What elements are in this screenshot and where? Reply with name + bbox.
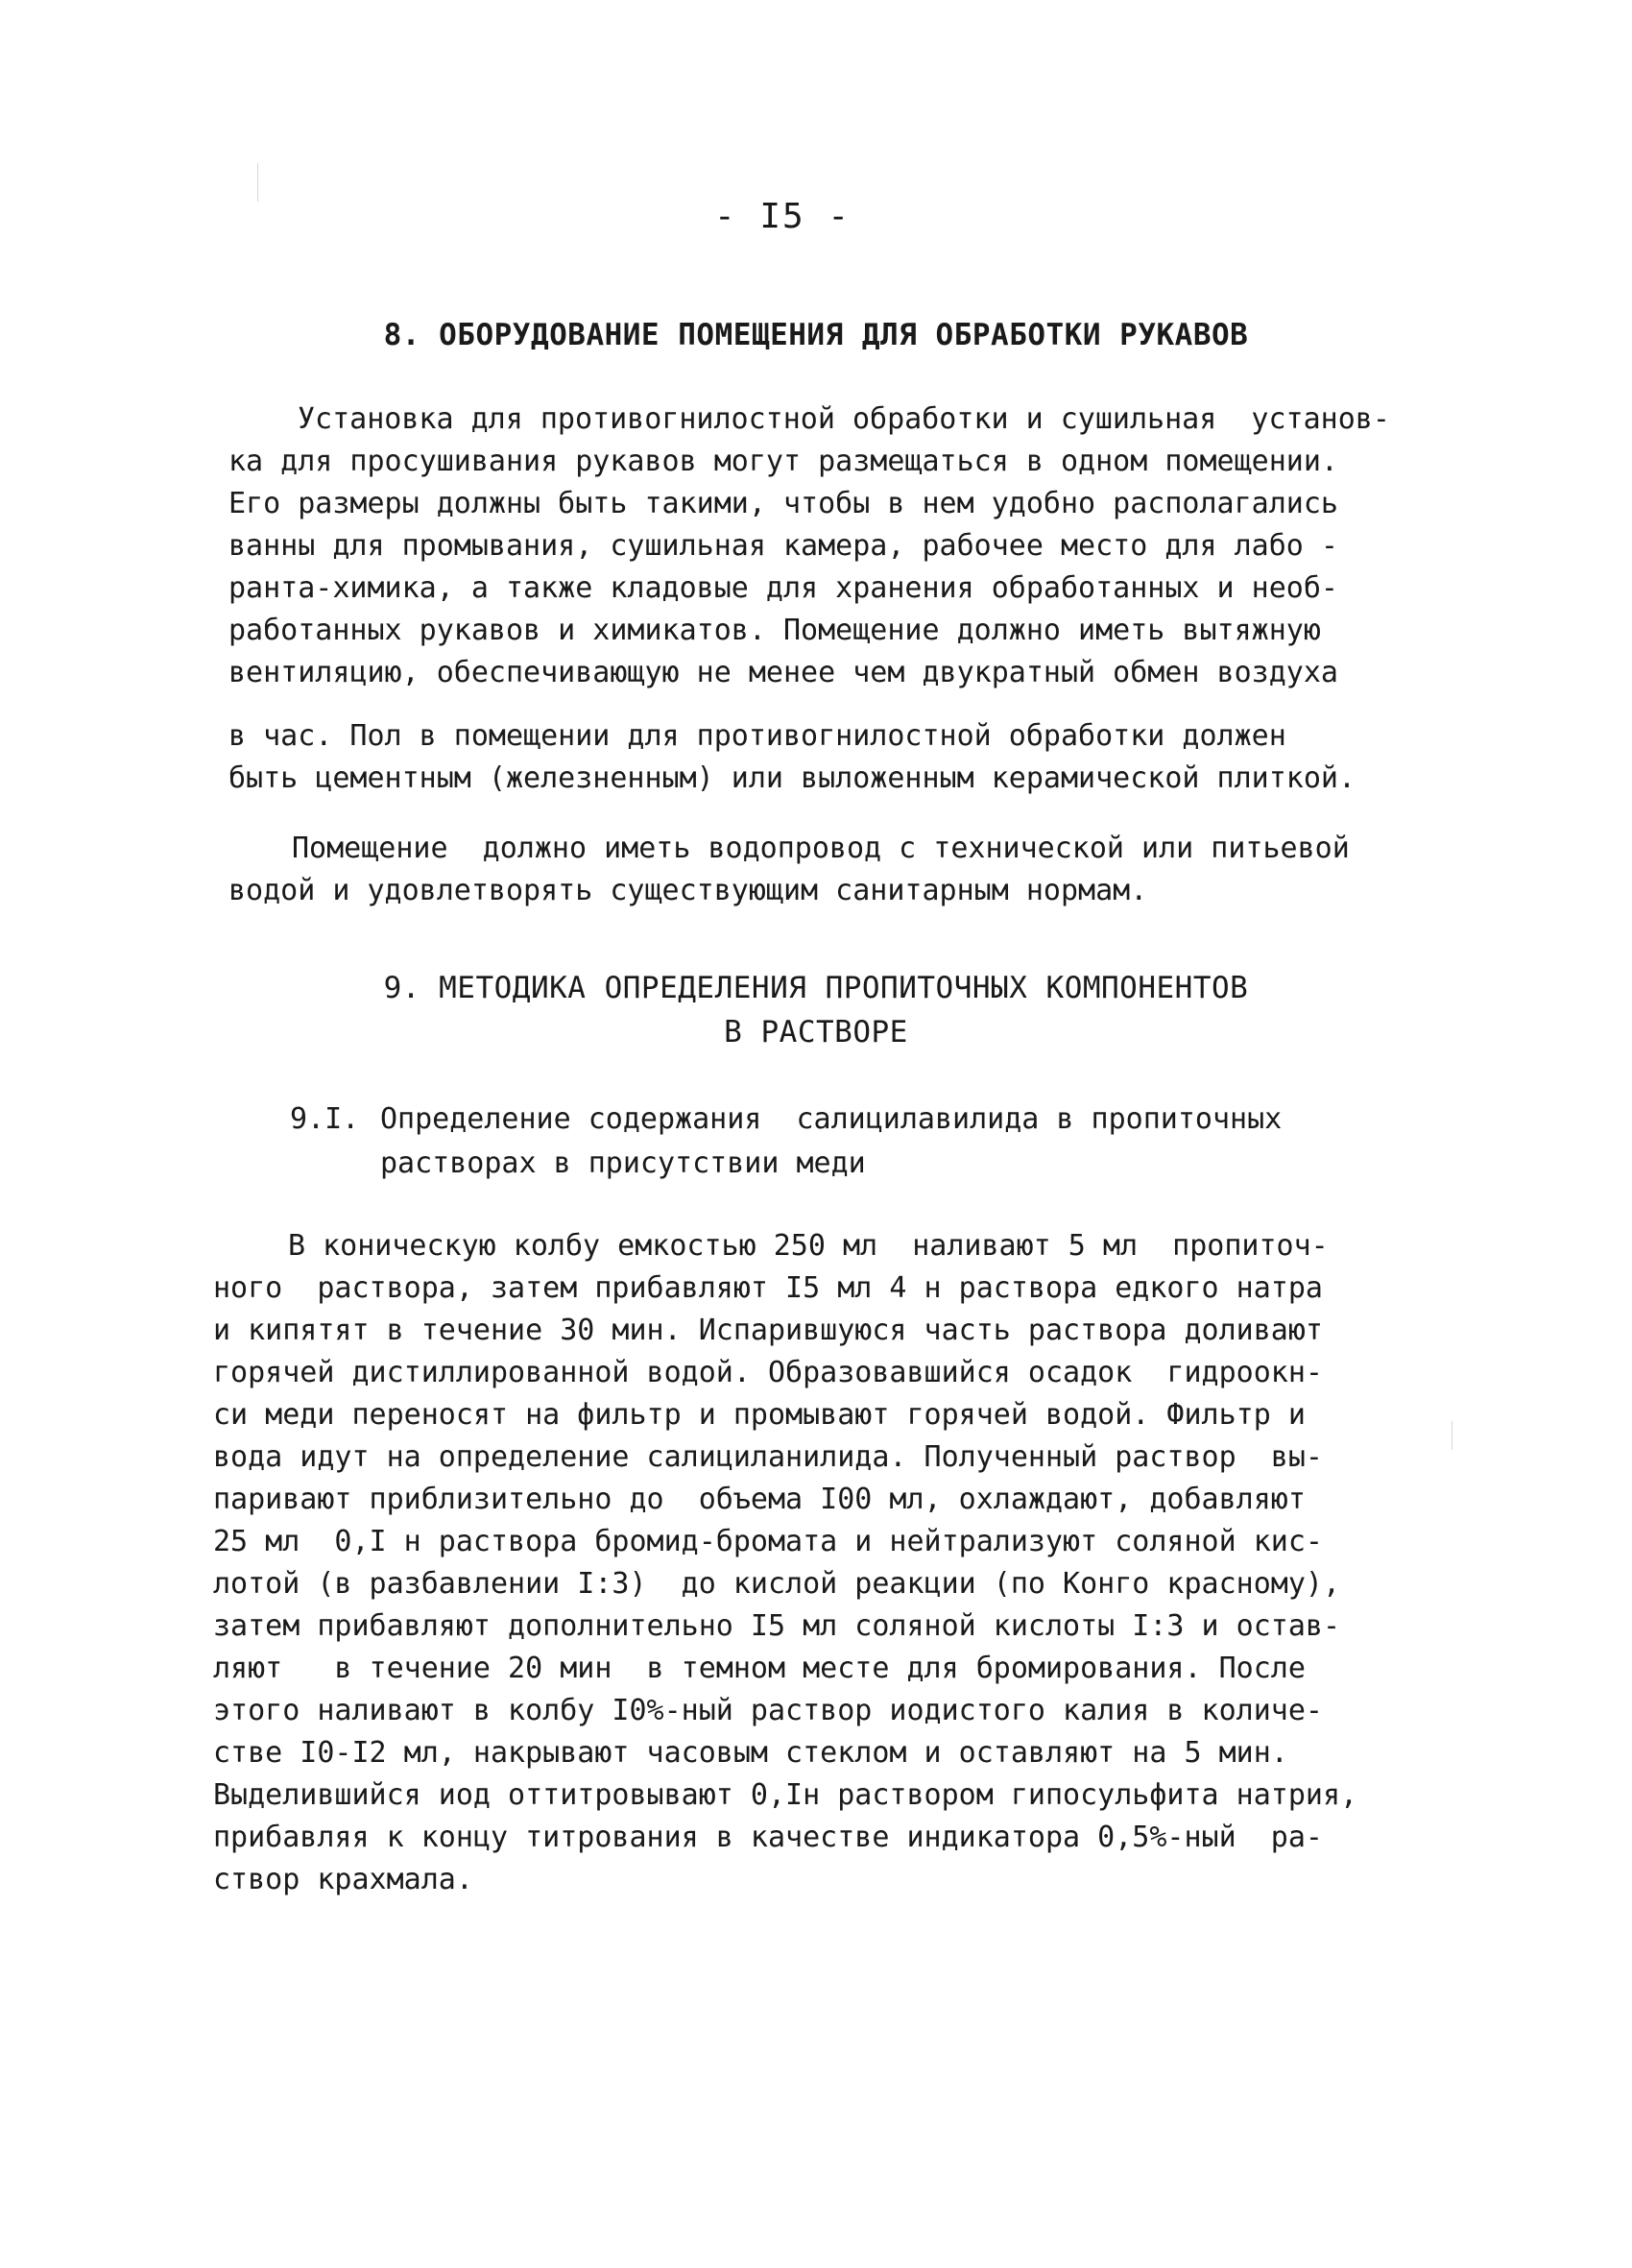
section-8-paragraph-1 <box>228 398 1430 694</box>
text-line: ляют в течение 20 мин в темном месте для бромирования. После <box>213 1652 1306 1685</box>
text-line: в час. Пол в помещении для противогнилостной обработки должен <box>228 719 1286 753</box>
text-line: затем прибавляют дополнительно I5 мл соляной кислоты I:3 и остав- <box>213 1609 1340 1643</box>
text-line: водой и удовлетворять существующим санитарным нормам. <box>228 874 1148 907</box>
text-line: быть цементным (железненным) или выложенным керамической плиткой. <box>228 761 1356 795</box>
text-line: 25 мл 0,I н раствора бромид-бромата и нейтрализуют соляной кис- <box>213 1525 1323 1558</box>
text-line: стве I0-I2 мл, накрывают часовым стеклом и оставляют на 5 мин. <box>213 1736 1288 1770</box>
text-line: ка для просушивания рукавов могут размещаться в одном помещении. <box>228 445 1338 478</box>
subsection-9-1-body <box>213 1225 1442 1901</box>
text-line: этого наливают в колбу I0%-ный раствор иодистого калия в количе- <box>213 1694 1323 1727</box>
text-line: Выделившийся иод оттитровывают 0,Iн раствором гипосульфита натрия, <box>213 1778 1358 1812</box>
text-line: ного раствора, затем прибавляют I5 мл 4 н раствора едкого натра <box>213 1271 1323 1305</box>
text-line: си меди переносят на фильтр и промывают горячей водой. Фильтр и <box>213 1398 1306 1432</box>
section-9-title-line-1: 9. МЕТОДИКА ОПРЕДЕЛЕНИЯ ПРОПИТОЧНЫХ КОМПОНЕНТОВ <box>383 971 1249 1005</box>
section-8-paragraph-3 <box>228 828 1430 912</box>
subsection-9-1-title <box>380 1098 1282 1186</box>
subsection-9-1-number: 9.I. <box>290 1102 360 1136</box>
section-8-title: 8. ОБОРУДОВАНИЕ ПОМЕЩЕНИЯ ДЛЯ ОБРАБОТКИ РУКАВОВ <box>383 318 1249 352</box>
text-line: Помещение должно иметь водопровод с технической или питьевой <box>292 832 1350 865</box>
subsection-title-line: Определение содержания салицилавилида в пропиточных <box>380 1102 1283 1136</box>
text-line: Его размеры должны быть такими, чтобы в нем удобно располагались <box>228 487 1338 520</box>
text-line: В коническую колбу емкостью 250 мл наливают 5 мл пропиточ- <box>288 1229 1329 1263</box>
text-line: горячей дистиллированной водой. Образовавшийся осадок гидроокн- <box>213 1356 1323 1389</box>
section-9-title-line-2: В РАСТВОРЕ <box>724 1015 908 1050</box>
text-line: лотой (в разбавлении I:3) до кислой реакции (по Конго красному), <box>213 1567 1340 1601</box>
subsection-title-line: растворах в присутствии меди <box>380 1146 866 1180</box>
text-line: вода идут на определение салициланилида. Полученный раствор вы- <box>213 1440 1323 1474</box>
text-line: работанных рукавов и химикатов. Помещение должно иметь вытяжную <box>228 614 1321 647</box>
section-8-paragraph-2 <box>228 715 1430 800</box>
text-line: прибавляя к концу титрования в качестве индикатора 0,5%-ный ра- <box>213 1821 1323 1854</box>
text-line: ванны для промывания, сушильная камера, рабочее место для лабо - <box>228 529 1338 563</box>
text-line: паривают приблизительно до объема I00 мл, охлаждают, добавляют <box>213 1483 1306 1516</box>
text-line: вентиляцию, обеспечивающую не менее чем двукратный обмен воздуха <box>228 656 1338 689</box>
text-line: ранта-химика, а также кладовые для хранения обработанных и необ- <box>228 571 1338 605</box>
page-number: - I5 - <box>713 197 852 236</box>
text-line: створ крахмала. <box>213 1863 473 1896</box>
text-line: Установка для противогнилостной обработки и сушильная установ- <box>298 402 1390 436</box>
text-line: и кипятят в течение 30 мин. Испарившуюся часть раствора доливают <box>213 1314 1323 1347</box>
scan-artifact-left <box>257 163 258 202</box>
